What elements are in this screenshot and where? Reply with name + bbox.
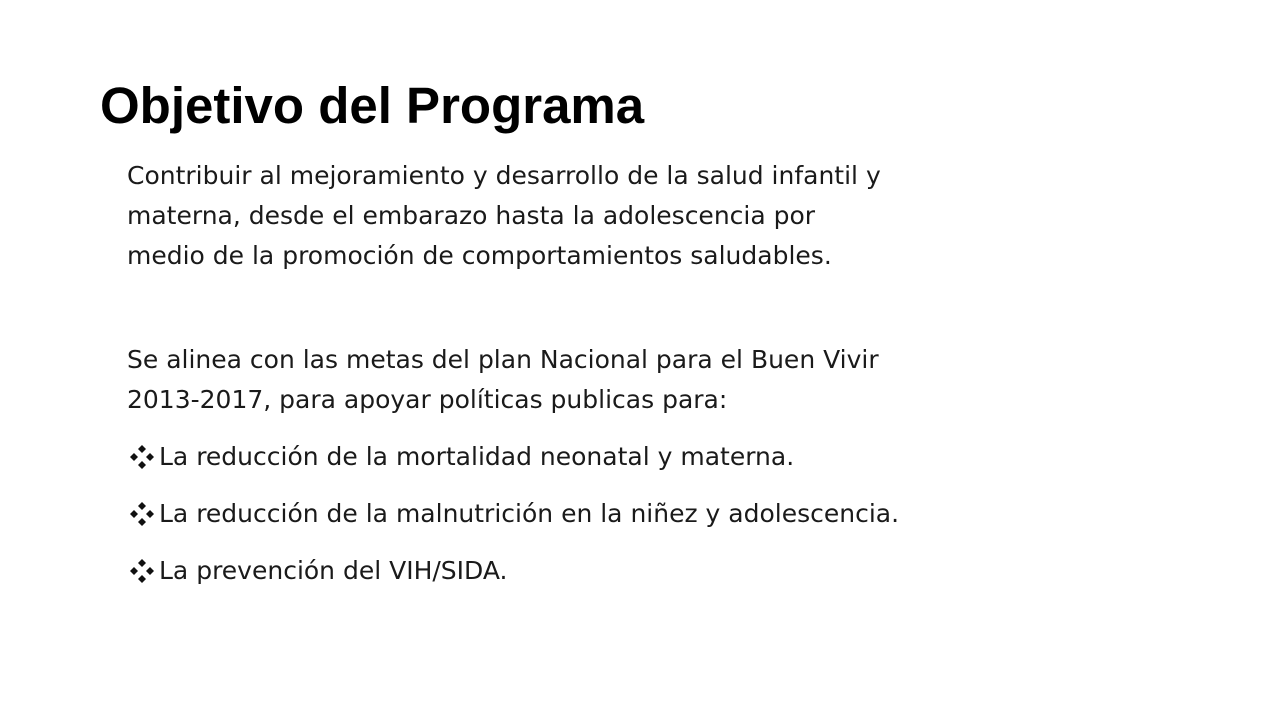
list-item	[127, 485, 1137, 542]
paragraph-line: Se alinea con las metas del plan Nacional para el Buen Vivir	[127, 345, 879, 374]
list-item	[127, 542, 1137, 599]
four-diamond-bullet-icon	[127, 556, 157, 586]
paragraph-line: medio de la promoción de comportamientos saludables.	[127, 241, 832, 270]
bullet-text: La reducción de la mortalidad neonatal y materna.	[159, 441, 795, 471]
alignment-paragraph	[127, 340, 1137, 420]
paragraph-line: materna, desde el embarazo hasta la adolescencia por	[127, 201, 816, 230]
paragraph-line: 2013-2017, para apoyar políticas publicas para:	[127, 385, 728, 414]
slide-title: Objetivo del Programa	[100, 77, 645, 134]
policy-bullet-list	[127, 428, 1137, 599]
slide-body	[127, 156, 1137, 599]
list-item	[127, 428, 1137, 485]
bullet-text: La prevención del VIH/SIDA.	[159, 555, 508, 585]
bullet-text: La reducción de la malnutrición en la niñez y adolescencia.	[159, 498, 900, 528]
four-diamond-bullet-icon	[127, 442, 157, 472]
paragraph-line: Contribuir al mejoramiento y desarrollo de la salud infantil y	[127, 161, 881, 190]
four-diamond-bullet-icon	[127, 499, 157, 529]
objective-paragraph	[127, 156, 1137, 276]
